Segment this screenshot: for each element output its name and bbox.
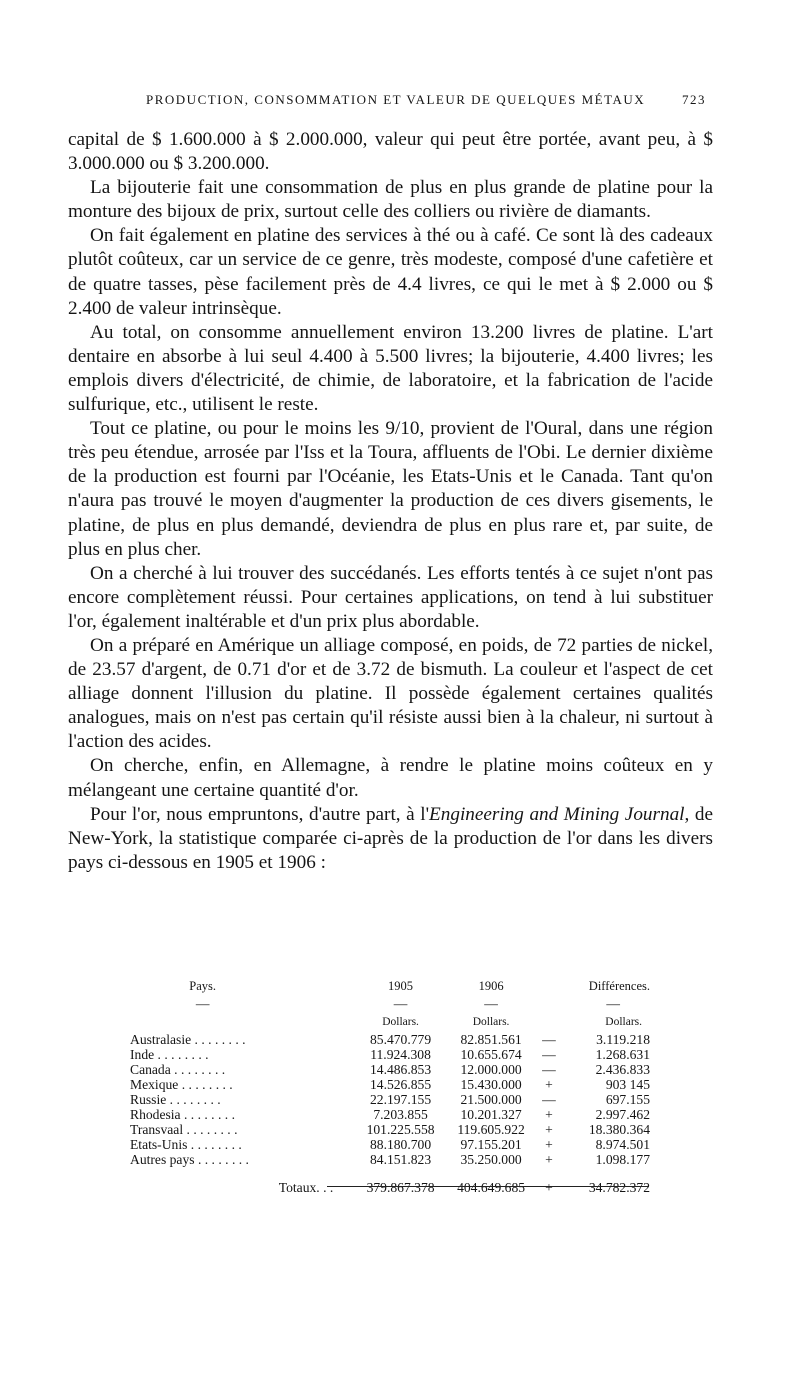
table-row [130, 1047, 650, 1062]
country-cell: Australasie . . . [130, 1032, 355, 1047]
country-cell: Rhodesia . . . [130, 1107, 355, 1122]
col-header-country: Pays. [189, 978, 217, 993]
value-1906-cell: 10.201.327 [460, 1107, 522, 1122]
text-before: Pour l'or, nous empruntons, d'autre part, à l' [90, 803, 430, 825]
running-title: PRODUCTION, CONSOMMATION ET VALEUR DE QUELQUES MÉTAUX [146, 92, 646, 107]
journal-title: Engineering and Mining Journal [429, 803, 685, 825]
unit-row [130, 1012, 650, 1032]
table-row [130, 1062, 650, 1077]
dash: — [195, 996, 210, 1011]
paragraph: capital de $ 1.600.000 à $ 2.000.000, valeur qui peut être portée, avant peu, à $ 3.000.000 ou $ 3.200.000. [68, 129, 713, 175]
total-rule [327, 1186, 649, 1187]
paragraph: On fait également en platine des services à thé ou à café. Ce sont là des cadeaux plutôt coûteux, car un service de ce genre, très modeste, composé d'une cafetière et de quatre tasses, pèse facilement près de 4.4 livres, ce qui le met à $ 2.000 ou $ 2.400 de valeur intrinsèque. [68, 225, 713, 319]
difference-cell: 8.974.501 [595, 1137, 650, 1152]
value-1905-cell: 11.924.308 [370, 1047, 431, 1062]
running-header [146, 88, 706, 112]
diff-sign-cell: — [542, 1047, 556, 1062]
table-row [130, 1107, 650, 1122]
unit-label: Dollars. [472, 1016, 510, 1028]
paragraph: La bijouterie fait une consommation de plus en plus grande de platine pour la monture des bijoux de prix, surtout celle des colliers ou rivière de diamants. [68, 177, 713, 223]
difference-cell: 697.155 [605, 1092, 650, 1107]
difference-cell: 903 145 [605, 1077, 650, 1092]
page-number: 723 [682, 92, 706, 107]
country-cell: Etats-Unis . . . [130, 1137, 355, 1152]
table-header-row [130, 976, 650, 996]
col-header-1906: 1906 [478, 978, 504, 993]
difference-cell: 2.436.833 [595, 1062, 650, 1077]
dash: — [484, 996, 498, 1011]
table-row [130, 1032, 650, 1047]
table-total-row [130, 1167, 650, 1195]
value-1905-cell: 88.180.700 [369, 1137, 432, 1152]
value-1905-cell: 101.225.558 [366, 1122, 435, 1137]
value-1906-cell: 119.605.922 [457, 1122, 525, 1137]
paragraph-gold-intro [68, 803, 713, 875]
value-1905-cell: 22.197.155 [369, 1092, 432, 1107]
value-1906-cell: 35.250.000 [460, 1152, 522, 1167]
difference-cell: 1.098.177 [595, 1152, 650, 1167]
diff-sign-cell: + [545, 1122, 553, 1137]
country-cell: Autres pays . . . [130, 1152, 355, 1167]
value-1905-cell: 85.470.779 [369, 1032, 432, 1047]
country-cell: Russie . . . [130, 1092, 355, 1107]
paragraph: On a cherché à lui trouver des succédanés. Les efforts tentés à ce sujet n'ont pas encore complètement réussi. Pour certaines applications, on tend à lui substituer l'or, également inaltérable et d'un prix plus abordable. [68, 562, 713, 632]
diff-sign-cell: + [545, 1137, 553, 1152]
table-row [130, 1152, 650, 1167]
diff-sign-cell: + [545, 1077, 553, 1092]
country-cell: Canada . . . [130, 1062, 355, 1077]
paragraph: On a préparé en Amérique un alliage composé, en poids, de 72 parties de nickel, de 23.57 d'argent, de 0.71 d'or et de 3.72 de bismuth. La couleur et l'aspect de cet alliage donnent l'illusion du platine. Il possède également certaines qualités analogues, mais on n'est pas certain qu'il résiste aussi bien à la chaleur, ni surtout à l'action des acides. [68, 634, 713, 753]
total-diff: 34.782.372 [588, 1180, 650, 1195]
table-row [130, 1137, 650, 1152]
table-row [130, 1077, 650, 1092]
dash-row [130, 996, 650, 1012]
diff-sign-cell: — [542, 1092, 556, 1107]
value-1905-cell: 14.486.853 [369, 1062, 432, 1077]
col-header-diff: Différences. [588, 978, 650, 993]
value-1906-cell: 10.655.674 [460, 1047, 522, 1062]
value-1905-cell: 84.151.823 [369, 1152, 432, 1167]
value-1906-cell: 12.000.000 [460, 1062, 522, 1077]
value-1905-cell: 7.203.855 [373, 1107, 428, 1122]
paragraph: Tout ce platine, ou pour le moins les 9/10, provient de l'Oural, dans une région très peu étendue, arrosée par l'Iss et la Toura, affluents de l'Obi. Le dernier dixième de la production est fourni par l'Océanie, les Etats-Unis et le Canada. Tant qu'on n'aura pas trouvé le moyen d'augmenter la production de ces divers gisements, le platine, de plus en plus demandé, deviendra de plus en plus rare et, par suite, de plus en plus cher. [68, 418, 713, 560]
diff-sign-cell: — [542, 1062, 556, 1077]
dash: — [606, 996, 620, 1011]
table-row [130, 1092, 650, 1107]
total-label: Totaux. . . [278, 1180, 334, 1195]
total-sign: + [545, 1180, 553, 1195]
country-cell: Inde . . . [130, 1047, 355, 1062]
body-text [68, 128, 713, 875]
difference-cell: 1.268.631 [595, 1047, 650, 1062]
diff-sign-cell: + [545, 1152, 553, 1167]
col-header-1905: 1905 [388, 978, 414, 993]
country-cell: Transvaal . . . [130, 1122, 355, 1137]
paragraph: Au total, on consomme annuellement environ 13.200 livres de platine. L'art dentaire en absorbe à lui seul 4.400 à 5.500 livres; la bijouterie, 4.400 livres; les emplois divers d'électricité, de chimie, de laboratoire, et la fabrication de l'acide sulfurique, etc., utilisent le reste. [68, 321, 713, 416]
unit-label: Dollars. [382, 1016, 419, 1028]
paragraph: On cherche, enfin, en Allemagne, à rendre le platine moins coûteux en y mélangeant une certaine quantité d'or. [68, 755, 713, 801]
difference-cell: 3.119.218 [596, 1032, 650, 1047]
difference-cell: 18.380.364 [588, 1122, 650, 1137]
value-1906-cell: 21.500.000 [460, 1092, 522, 1107]
diff-sign-cell: — [542, 1032, 556, 1047]
value-1906-cell: 15.430.000 [460, 1077, 522, 1092]
text-after: , de New-York, la statistique comparée ci-après de la production de l'or dans les divers pays ci-dessous en 1905 et 1906 : [68, 803, 713, 873]
value-1906-cell: 82.851.561 [460, 1032, 522, 1047]
dash: — [393, 996, 408, 1011]
country-cell: Mexique . . . [130, 1077, 355, 1092]
table-row [130, 1122, 650, 1137]
total-1905: 379.867.378 [366, 1180, 435, 1195]
difference-cell: 2.997.462 [595, 1107, 650, 1122]
value-1906-cell: 97.155.201 [460, 1137, 522, 1152]
value-1905-cell: 14.526.855 [369, 1077, 432, 1092]
diff-sign-cell: + [545, 1107, 553, 1122]
unit-label: Dollars. [605, 1016, 642, 1028]
total-1906: 404.649.685 [457, 1180, 526, 1195]
gold-production-table [130, 976, 650, 1195]
